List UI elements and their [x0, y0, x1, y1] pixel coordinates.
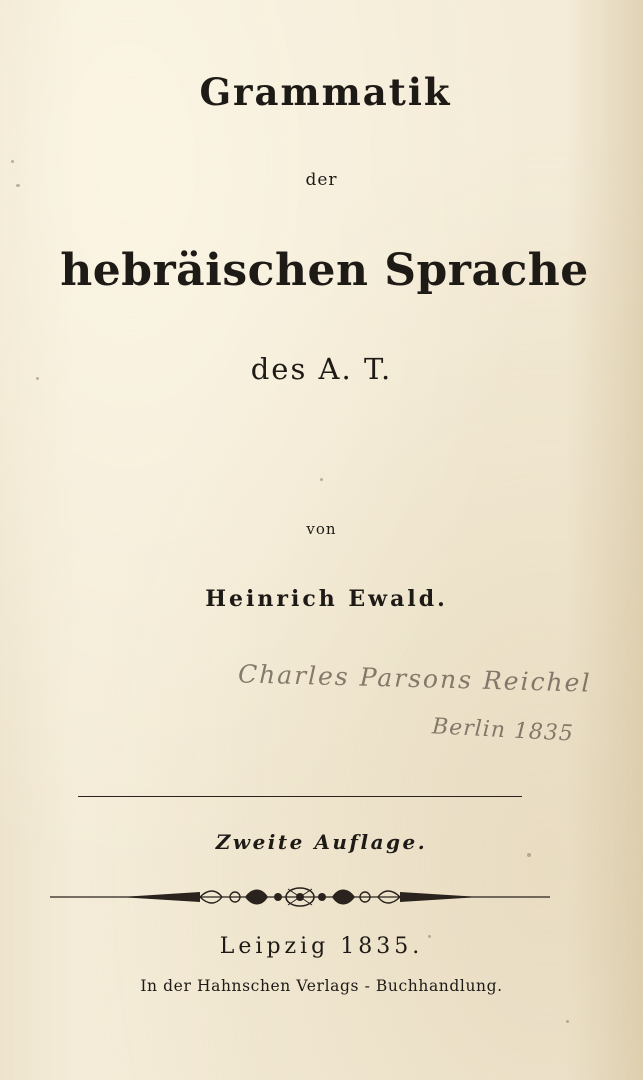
book-title-main: Grammatik	[199, 70, 452, 114]
book-title-scope: des A. T.	[250, 352, 393, 386]
book-title-article: der	[305, 170, 338, 190]
horizontal-rule	[78, 796, 522, 797]
publisher-line: In der Hahnschen Verlags - Buchhandlung.	[140, 977, 503, 995]
book-title-subject: hebräischen Sprache	[60, 245, 589, 296]
handwritten-signature-name: Charles Parsons Reichel	[237, 659, 592, 698]
decorative-ornament-divider	[50, 883, 550, 911]
paper-speck	[320, 478, 323, 481]
paper-speck	[566, 1020, 569, 1023]
author-name: Heinrich Ewald.	[205, 586, 448, 612]
paper-speck	[16, 184, 20, 187]
edition-statement: Zweite Auflage.	[215, 830, 428, 854]
paper-speck	[11, 160, 14, 163]
paper-speck	[36, 377, 39, 380]
paper-speck	[527, 853, 531, 857]
place-and-year: Leipzig 1835.	[219, 934, 424, 959]
paper-speck	[428, 935, 431, 938]
handwritten-signature-place-date: Berlin 1835	[431, 714, 575, 747]
author-preposition: von	[306, 520, 337, 538]
